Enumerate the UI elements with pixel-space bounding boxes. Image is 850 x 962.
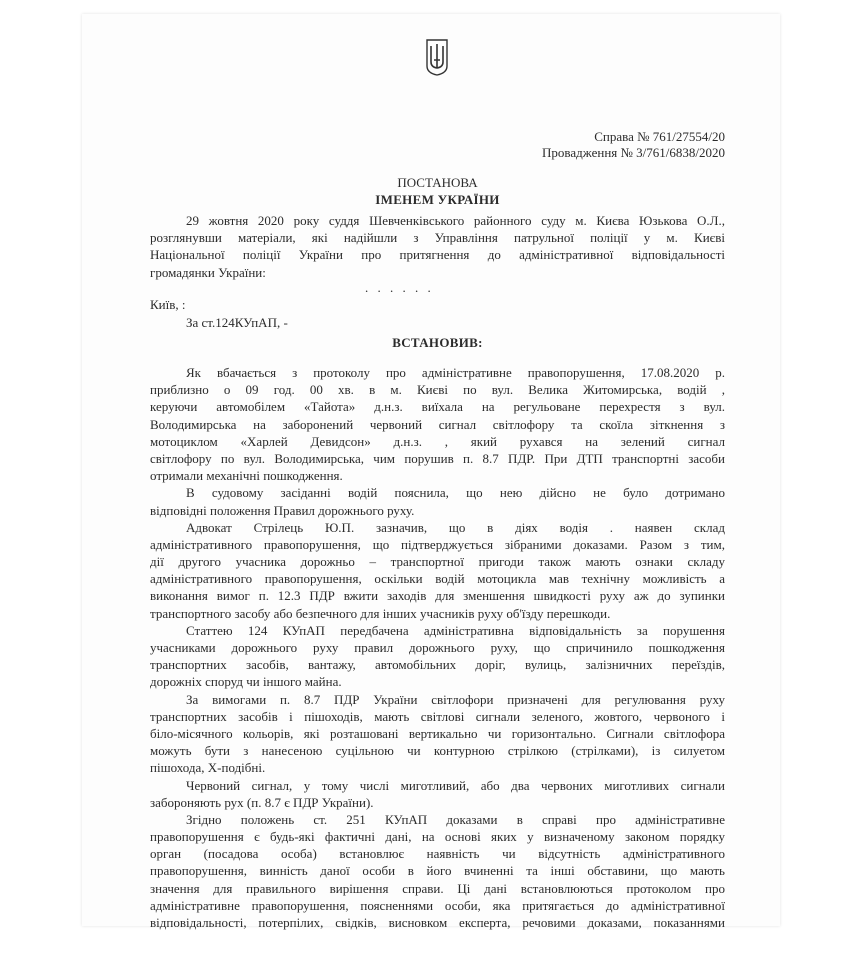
body-paragraph xyxy=(150,691,725,777)
paragraph-line: транспортних засобів, вантажу, автомобільних доріг, вулиць, залізничних переїздів, xyxy=(150,657,725,673)
paragraph-line: значення для правильного вирішення справи. Ці дані встановлюються протоколом про xyxy=(150,880,725,896)
body-paragraph xyxy=(150,364,725,484)
paragraph-line: Адвокат Стрілець Ю.П. зазначив, що в діях водія . наявен склад xyxy=(186,519,725,535)
paragraph-line: правопорушення, винність даної особи в його вчиненні та інші обставини, що мають xyxy=(150,863,725,879)
paragraph-line: учасниками дорожнього руху правил дорожнього руху, що спричинило пошкодження xyxy=(150,640,725,655)
intro-line: громадянки України: xyxy=(150,264,266,280)
proceeding-number: Провадження № 3/761/6838/2020 xyxy=(542,145,725,160)
paragraph-line: керуючи автомобілем «Тайота» д.н.з. виїхала на регульоване перехрестя з вул. xyxy=(150,399,725,415)
document-subtitle: ІМЕНЕМ УКРАЇНИ xyxy=(375,192,500,207)
intro-line: 29 жовтня 2020 року суддя Шевченківського районного суду м. Києва Юзькова О.Л., xyxy=(186,213,725,228)
paragraph-line: правопорушення є будь-які фактичні дані, на основі яких у визначеному законом порядку xyxy=(150,829,725,845)
paragraph-line: Згідно положень ст. 251 КУпАП доказами в справі про адміністративне xyxy=(186,811,725,827)
paragraph-line: відповідні положення Правил дорожнього руху. xyxy=(150,502,415,518)
paragraph-line: Як вбачається з протоколу про адміністративне правопорушення, 17.08.2020 р. xyxy=(186,365,725,380)
paragraph-line: адміністративне правопорушення, поясненнями особи, яка притягається до адміністративної xyxy=(150,897,725,913)
body-paragraph xyxy=(150,484,725,518)
paragraph-line: приблизно о 09 год. 00 хв. в м. Києві по вул. Велика Житомирська, водій , xyxy=(150,382,725,398)
body-paragraph xyxy=(150,519,725,622)
intro-paragraph xyxy=(150,212,725,281)
redacted-name: . . . . . . xyxy=(365,280,434,295)
paragraph-line: отримали механічні пошкодження. xyxy=(150,468,343,484)
paragraph-line: виконання вимог п. 12.3 ПДР вжити заходів для зменшення швидкості руху аж до зупинки xyxy=(150,588,725,604)
paragraph-line: Статтею 124 КУпАП передбачена адміністративна відповідальність за порушення xyxy=(186,622,725,638)
coat-of-arms-trident-icon xyxy=(425,38,449,76)
intro-line: Національної поліції України про притягнення до адміністративної відповідальності xyxy=(150,247,725,263)
paragraph-line: можуть бути з нанесеною суцільною чи контурною стрілкою (стрілками), із силуетом xyxy=(150,743,725,759)
document-title: ПОСТАНОВА xyxy=(397,175,478,190)
paragraph-line: відповідальності, потерпілих, свідків, висновком експерта, речовими доказами, показаннями xyxy=(150,915,725,930)
document-body xyxy=(150,364,725,931)
paragraph-line: пішохода, Х-подібні. xyxy=(150,760,266,776)
article-line: За ст.124КУпАП, - xyxy=(186,315,288,330)
paragraph-line: адміністративного правопорушення, що підтверджується зібраними доказами. Разом з тим, xyxy=(150,536,725,552)
paragraph-line: мотоциклом «Харлей Девидсон» д.н.з. , який рухався на зелений сигнал xyxy=(150,433,725,449)
paragraph-line: транспортних засобів і пішоходів, мають світлові сигнали зеленого, жовтого, червоного і xyxy=(150,708,725,724)
paragraph-line: дорожніх споруд чи іншого майна. xyxy=(150,674,342,690)
body-paragraph xyxy=(150,777,725,811)
paragraph-line: забороняють рух (п. 8.7 є ПДР України). xyxy=(150,794,374,810)
paragraph-line: дії другого учасника дорожньо – транспортної пригоди також мають ознаки складу xyxy=(150,554,725,570)
paragraph-line: біло-місячного кольорів, які розташовані вертикально чи горизонтально. Сигнали світлофора xyxy=(150,725,725,741)
section-heading: ВСТАНОВИВ: xyxy=(392,335,483,350)
paragraph-line: За вимогами п. 8.7 ПДР України світлофори призначені для регулювання руху xyxy=(186,691,725,707)
case-number: Справа № 761/27554/20 xyxy=(594,129,725,144)
paragraph-line: орган (посадова особа) встановлює наявність чи відсутність адміністративного xyxy=(150,846,725,862)
paragraph-line: адміністративного правопорушення, оскільки водій мотоцикла мав технічну можливість а xyxy=(150,571,725,587)
body-paragraph xyxy=(150,811,725,931)
paragraph-line: Володимирська на заборонений червоний сигнал світлофору та скоїла зіткнення з xyxy=(150,416,725,432)
city-line: Київ, : xyxy=(150,297,186,312)
paragraph-line: світлофору по вул. Володимирська, чим порушив п. 8.7 ПДР. При ДТП транспортні засоби xyxy=(150,450,725,466)
body-paragraph xyxy=(150,622,725,691)
intro-line: розглянувши матеріали, які надійшли з Управління патрульної поліції у м. Києві xyxy=(150,230,725,246)
paragraph-line: транспортного засобу або безпечного для інших учасників руху об'їзду перешкоди. xyxy=(150,605,611,621)
paragraph-line: Червоний сигнал, у тому числі миготливий, або два червоних миготливих сигнали xyxy=(186,777,725,793)
paragraph-line: В судовому засіданні водій пояснила, що нею дійсно не було дотримано xyxy=(186,485,725,501)
